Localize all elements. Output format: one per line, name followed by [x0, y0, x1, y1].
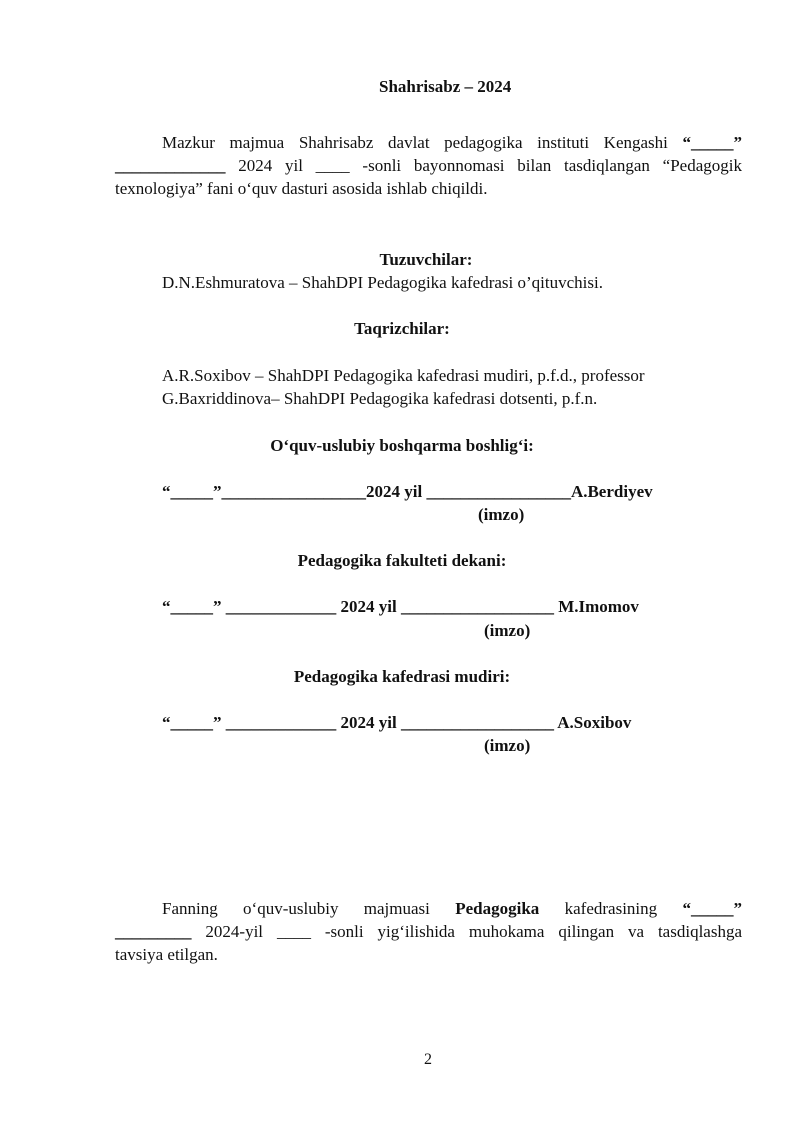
department-text: 2024-yil ____ -sonli yig‘ilishida muhokama qilingan va tasdiqlashga: [191, 922, 742, 941]
department-line-2: [115, 920, 742, 943]
approval-text: Mazkur majmua Shahrisabz davlat pedagogika instituti Kengashi: [162, 133, 683, 152]
author-item: D.N.Eshmuratova – ShahDPI Pedagogika kafedrasi o’qituvchisi.: [162, 273, 603, 292]
month-blank: _________: [115, 922, 192, 941]
department-text: kafedrasining: [539, 899, 683, 918]
signature-line: “_____” _____________ 2024 yil __________________ M.Imomov: [162, 597, 639, 616]
department-name: Pedagogika: [455, 899, 540, 918]
reviewers-heading: Taqrizchilar:: [354, 319, 450, 338]
department-line-3: [115, 943, 742, 966]
approval-text: texnologiya” fani o‘quv dasturi asosida ishlab chiqildi.: [115, 179, 488, 198]
department-line-1: [115, 897, 742, 920]
page-number: 2: [424, 1051, 432, 1068]
approval-line-1: [115, 131, 742, 154]
date-blank: “_____”: [682, 899, 742, 918]
signature-title: Pedagogika fakulteti dekani:: [297, 551, 507, 570]
department-text: Fanning o‘quv-uslubiy majmuasi: [162, 899, 456, 918]
department-paragraph: [115, 897, 742, 966]
signature-caption: (imzo): [484, 621, 531, 640]
approval-line-3: [115, 177, 742, 200]
city-year-heading: Shahrisabz – 2024: [379, 77, 512, 96]
authors-heading: Tuzuvchilar:: [379, 250, 473, 269]
signature-caption: (imzo): [484, 736, 531, 755]
approval-text: 2024 yil ____ -sonli bayonnomasi bilan tasdiqlangan “Pedagogik: [225, 156, 742, 175]
reviewer-item: G.Baxriddinova– ShahDPI Pedagogika kafedrasi dotsenti, p.f.n.: [162, 389, 598, 408]
reviewer-item: A.R.Soxibov – ShahDPI Pedagogika kafedrasi mudiri, p.f.d., professor: [162, 366, 645, 385]
signature-title: Pedagogika kafedrasi mudiri:: [293, 667, 511, 686]
department-text: tavsiya etilgan.: [115, 945, 218, 964]
month-blank: _____________: [115, 156, 226, 175]
approval-line-2: [115, 154, 742, 177]
signature-title: O‘quv-uslubiy boshqarma boshlig‘i:: [270, 436, 534, 455]
signature-line: “_____”_________________2024 yil _________________A.Berdiyev: [162, 482, 653, 501]
approval-paragraph: [115, 131, 742, 200]
signature-line: “_____” _____________ 2024 yil __________________ A.Soxibov: [162, 713, 632, 732]
date-blank: “_____”: [682, 133, 742, 152]
signature-caption: (imzo): [478, 505, 525, 524]
